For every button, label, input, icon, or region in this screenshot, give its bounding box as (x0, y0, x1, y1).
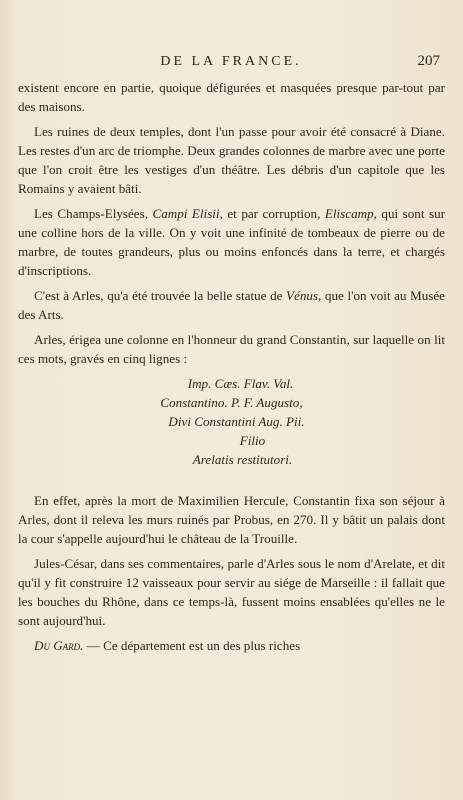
text-run: , que l'on voit au Musée des Arts. (18, 288, 445, 322)
inscription-line: Divi Constantini Aug. Pii. (168, 414, 305, 429)
inscription-line: Constantino. P. F. Augusto, (160, 395, 303, 410)
inscription-line: Arelatis restitutori. (192, 452, 293, 467)
text-run: Les Champs-Elysées, (34, 206, 153, 221)
section-heading: Du Gard. (34, 638, 84, 653)
paragraph: Jules-César, dans ses commentaires, parle d'Arles sous le nom d'Arelate, et dit qu'il y fit construire 12 vaisseaux pour servir au siége de Marseille : il fallait que les bouches du Rhône, dans ce temps-là, fussent moins ensablées qu'elles ne le sont aujourd'hui. (18, 556, 445, 628)
paragraph: Les ruines de deux temples, dont l'un passe pour avoir été consacré à Diane. Les restes d'un arc de triomphe. Deux grandes colonnes de marbre avec une porte que l'on croit être les vestiges d'un théâtre. Les débris d'un capitole que les Romains y avaient bâti. (18, 124, 446, 196)
italic-term: Campi Elisii (152, 206, 220, 221)
page-number: 207 (417, 53, 440, 69)
text-run: , qui sont sur une colline hors de la ville. On y voit une infinité de tombeaux de pierre ou de marbre, de toutes grandeurs, plus ou moins enfoncés dans la terre, et chargés d'inscriptions. (18, 206, 445, 278)
paragraph (18, 636, 445, 655)
latin-inscription (18, 374, 445, 469)
inscription-line: Imp. Cæs. Flav. Val. (187, 376, 294, 391)
paragraph: existent encore en partie, quoique défigurées et masquées presque par-tout par des maisons. (18, 80, 445, 114)
italic-term: Eliscamp (324, 206, 374, 221)
paragraph (18, 286, 445, 324)
text-run: , et par corruption, (219, 206, 325, 221)
page-body (18, 78, 445, 661)
paragraph (18, 204, 445, 280)
inscription-line: Filio (239, 433, 266, 448)
paragraph: Arles, érigea une colonne en l'honneur du grand Constantin, sur laquelle on lit ces mots, gravés en cinq lignes : (18, 332, 445, 366)
running-title: DE LA FRANCE. (160, 54, 302, 69)
italic-term: Vénus (286, 288, 319, 303)
text-run: — Ce département est un des plus riches (83, 638, 301, 653)
page-header (18, 54, 444, 76)
paragraph: En effet, après la mort de Maximilien Hercule, Constantin fixa son séjour à Arles, dont il releva les murs ruinés par Probus, en 270. Il y bâtit un palais dont la cour s'appelle aujourd'hui le château de la Trouille. (18, 493, 445, 546)
text-run: C'est à Arles, qu'a été trouvée la belle statue de (34, 288, 287, 303)
